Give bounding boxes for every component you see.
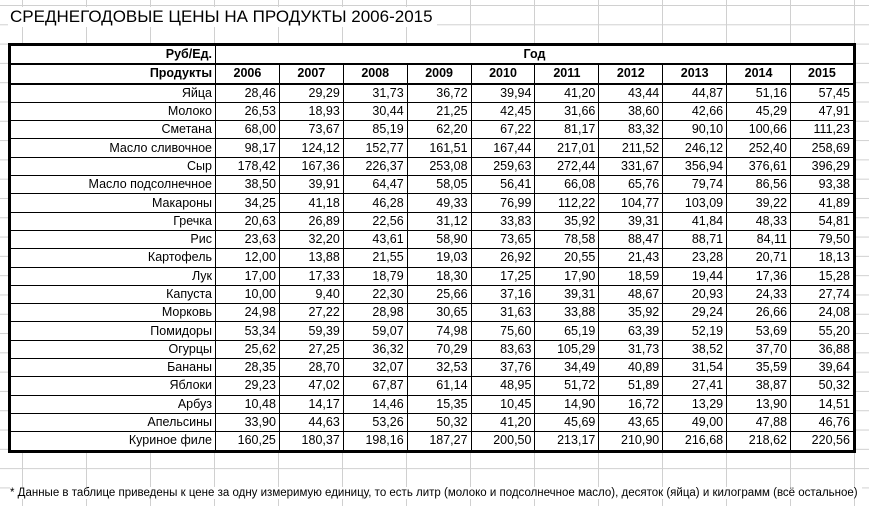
price-cell[interactable]: 27,74 xyxy=(791,285,855,303)
price-cell[interactable]: 32,20 xyxy=(279,230,343,248)
price-cell[interactable]: 43,44 xyxy=(599,84,663,103)
price-cell[interactable]: 259,63 xyxy=(471,157,535,175)
price-cell[interactable]: 17,36 xyxy=(727,267,791,285)
price-cell[interactable]: 29,24 xyxy=(663,304,727,322)
price-cell[interactable]: 36,32 xyxy=(343,340,407,358)
price-cell[interactable]: 10,45 xyxy=(471,395,535,413)
price-cell[interactable]: 33,83 xyxy=(471,212,535,230)
price-cell[interactable]: 34,25 xyxy=(216,194,280,212)
price-cell[interactable]: 85,19 xyxy=(343,121,407,139)
price-cell[interactable]: 48,95 xyxy=(471,377,535,395)
price-cell[interactable]: 31,73 xyxy=(599,340,663,358)
price-cell[interactable]: 73,65 xyxy=(471,230,535,248)
price-cell[interactable]: 30,44 xyxy=(343,102,407,120)
price-cell[interactable]: 112,22 xyxy=(535,194,599,212)
table-row xyxy=(10,322,855,340)
table-row xyxy=(10,139,855,157)
price-cell[interactable]: 39,31 xyxy=(599,212,663,230)
price-cell[interactable]: 28,46 xyxy=(216,84,280,103)
price-cell[interactable]: 16,72 xyxy=(599,395,663,413)
price-cell[interactable]: 39,91 xyxy=(279,176,343,194)
product-name-cell[interactable]: Капуста xyxy=(10,285,216,303)
table-row xyxy=(10,121,855,139)
price-cell[interactable]: 13,90 xyxy=(727,395,791,413)
product-name-cell[interactable]: Молоко xyxy=(10,102,216,120)
price-cell[interactable]: 35,92 xyxy=(535,212,599,230)
price-cell[interactable]: 81,17 xyxy=(535,121,599,139)
table-row xyxy=(10,176,855,194)
price-cell[interactable]: 14,17 xyxy=(279,395,343,413)
year-header-2015[interactable]: 2015 xyxy=(791,64,855,83)
price-cell[interactable]: 216,68 xyxy=(663,432,727,451)
price-cell[interactable]: 88,71 xyxy=(663,230,727,248)
price-cell[interactable]: 54,81 xyxy=(791,212,855,230)
price-cell[interactable]: 28,70 xyxy=(279,359,343,377)
year-group-header[interactable]: Год xyxy=(216,45,855,65)
price-cell[interactable]: 100,66 xyxy=(727,121,791,139)
price-cell[interactable]: 41,20 xyxy=(535,84,599,103)
price-cell[interactable]: 38,52 xyxy=(663,340,727,358)
table-row xyxy=(10,194,855,212)
table-row xyxy=(10,249,855,267)
price-cell[interactable]: 38,87 xyxy=(727,377,791,395)
price-cell[interactable]: 376,61 xyxy=(727,157,791,175)
price-cell[interactable]: 9,40 xyxy=(279,285,343,303)
product-name-cell[interactable]: Морковь xyxy=(10,304,216,322)
price-cell[interactable]: 18,79 xyxy=(343,267,407,285)
price-cell[interactable]: 59,07 xyxy=(343,322,407,340)
price-cell[interactable]: 26,66 xyxy=(727,304,791,322)
price-cell[interactable]: 23,63 xyxy=(216,230,280,248)
price-cell[interactable]: 26,92 xyxy=(471,249,535,267)
price-cell[interactable]: 35,59 xyxy=(727,359,791,377)
price-cell[interactable]: 30,65 xyxy=(407,304,471,322)
price-cell[interactable]: 25,66 xyxy=(407,285,471,303)
product-name-cell[interactable]: Рис xyxy=(10,230,216,248)
price-cell[interactable]: 20,55 xyxy=(535,249,599,267)
price-cell[interactable]: 52,19 xyxy=(663,322,727,340)
price-cell[interactable]: 78,58 xyxy=(535,230,599,248)
price-cell[interactable]: 226,37 xyxy=(343,157,407,175)
price-cell[interactable]: 41,89 xyxy=(791,194,855,212)
price-cell[interactable]: 67,22 xyxy=(471,121,535,139)
price-cell[interactable]: 38,50 xyxy=(216,176,280,194)
product-name-cell[interactable]: Сметана xyxy=(10,121,216,139)
price-cell[interactable]: 86,56 xyxy=(727,176,791,194)
price-cell[interactable]: 35,92 xyxy=(599,304,663,322)
header-row-years xyxy=(10,64,855,83)
price-cell[interactable]: 79,50 xyxy=(791,230,855,248)
table-row xyxy=(10,340,855,358)
price-cell[interactable]: 26,89 xyxy=(279,212,343,230)
price-cell[interactable]: 25,62 xyxy=(216,340,280,358)
price-cell[interactable]: 210,90 xyxy=(599,432,663,451)
price-cell[interactable]: 29,23 xyxy=(216,377,280,395)
price-cell[interactable]: 19,03 xyxy=(407,249,471,267)
price-cell[interactable]: 27,22 xyxy=(279,304,343,322)
price-cell[interactable]: 53,69 xyxy=(727,322,791,340)
price-cell[interactable]: 18,59 xyxy=(599,267,663,285)
price-cell[interactable]: 45,69 xyxy=(535,413,599,431)
price-cell[interactable]: 17,25 xyxy=(471,267,535,285)
price-cell[interactable]: 42,45 xyxy=(471,102,535,120)
price-cell[interactable]: 21,25 xyxy=(407,102,471,120)
product-name-cell[interactable]: Яйца xyxy=(10,84,216,103)
price-cell[interactable]: 65,76 xyxy=(599,176,663,194)
product-name-cell[interactable]: Макароны xyxy=(10,194,216,212)
table-row xyxy=(10,267,855,285)
table-row xyxy=(10,413,855,431)
price-cell[interactable]: 48,33 xyxy=(727,212,791,230)
table-row xyxy=(10,377,855,395)
product-name-cell[interactable]: Масло подсолнечное xyxy=(10,176,216,194)
table-row xyxy=(10,84,855,103)
price-cell[interactable]: 258,69 xyxy=(791,139,855,157)
price-cell[interactable]: 27,25 xyxy=(279,340,343,358)
price-cell[interactable]: 17,33 xyxy=(279,267,343,285)
price-cell[interactable]: 31,73 xyxy=(343,84,407,103)
product-name-cell[interactable]: Сыр xyxy=(10,157,216,175)
table-row xyxy=(10,230,855,248)
price-cell[interactable]: 220,56 xyxy=(791,432,855,451)
year-header-2012[interactable]: 2012 xyxy=(599,64,663,83)
price-cell[interactable]: 29,29 xyxy=(279,84,343,103)
price-cell[interactable]: 12,00 xyxy=(216,249,280,267)
price-cell[interactable]: 51,16 xyxy=(727,84,791,103)
price-cell[interactable]: 31,66 xyxy=(535,102,599,120)
price-cell[interactable]: 24,08 xyxy=(791,304,855,322)
price-cell[interactable]: 28,98 xyxy=(343,304,407,322)
price-cell[interactable]: 68,00 xyxy=(216,121,280,139)
unit-label-cell[interactable]: Руб/Ед. xyxy=(10,45,216,65)
price-cell[interactable]: 253,08 xyxy=(407,157,471,175)
price-cell[interactable]: 21,43 xyxy=(599,249,663,267)
price-cell[interactable]: 24,98 xyxy=(216,304,280,322)
product-name-cell[interactable]: Арбуз xyxy=(10,395,216,413)
price-cell[interactable]: 160,25 xyxy=(216,432,280,451)
price-cell[interactable]: 67,87 xyxy=(343,377,407,395)
price-cell[interactable]: 167,36 xyxy=(279,157,343,175)
price-cell[interactable]: 65,19 xyxy=(535,322,599,340)
price-cell[interactable]: 47,88 xyxy=(727,413,791,431)
price-cell[interactable]: 14,90 xyxy=(535,395,599,413)
price-cell[interactable]: 53,34 xyxy=(216,322,280,340)
product-name-cell[interactable]: Бананы xyxy=(10,359,216,377)
product-name-cell[interactable]: Помидоры xyxy=(10,322,216,340)
table-row xyxy=(10,157,855,175)
price-cell[interactable]: 198,16 xyxy=(343,432,407,451)
price-cell[interactable]: 70,29 xyxy=(407,340,471,358)
price-cell[interactable]: 246,12 xyxy=(663,139,727,157)
price-cell[interactable]: 33,88 xyxy=(535,304,599,322)
price-cell[interactable]: 22,56 xyxy=(343,212,407,230)
price-cell[interactable]: 76,99 xyxy=(471,194,535,212)
price-cell[interactable]: 84,11 xyxy=(727,230,791,248)
price-cell[interactable]: 104,77 xyxy=(599,194,663,212)
price-cell[interactable]: 213,17 xyxy=(535,432,599,451)
price-cell[interactable]: 37,16 xyxy=(471,285,535,303)
price-cell[interactable]: 13,29 xyxy=(663,395,727,413)
price-cell[interactable]: 98,17 xyxy=(216,139,280,157)
price-cell[interactable]: 62,20 xyxy=(407,121,471,139)
product-name-cell[interactable]: Картофель xyxy=(10,249,216,267)
price-cell[interactable]: 17,00 xyxy=(216,267,280,285)
price-cell[interactable]: 21,55 xyxy=(343,249,407,267)
price-cell[interactable]: 31,63 xyxy=(471,304,535,322)
price-cell[interactable]: 396,29 xyxy=(791,157,855,175)
price-cell[interactable]: 161,51 xyxy=(407,139,471,157)
price-cell[interactable]: 63,39 xyxy=(599,322,663,340)
price-cell[interactable]: 14,46 xyxy=(343,395,407,413)
price-cell[interactable]: 55,20 xyxy=(791,322,855,340)
price-cell[interactable]: 57,45 xyxy=(791,84,855,103)
price-cell[interactable]: 83,63 xyxy=(471,340,535,358)
year-header-2011[interactable]: 2011 xyxy=(535,64,599,83)
price-cell[interactable]: 32,07 xyxy=(343,359,407,377)
price-cell[interactable]: 26,53 xyxy=(216,102,280,120)
price-cell[interactable]: 187,27 xyxy=(407,432,471,451)
price-cell[interactable]: 49,00 xyxy=(663,413,727,431)
price-cell[interactable]: 31,54 xyxy=(663,359,727,377)
price-cell[interactable]: 47,02 xyxy=(279,377,343,395)
price-cell[interactable]: 31,12 xyxy=(407,212,471,230)
price-cell[interactable]: 15,35 xyxy=(407,395,471,413)
product-name-cell[interactable]: Куриное филе xyxy=(10,432,216,451)
price-cell[interactable]: 40,89 xyxy=(599,359,663,377)
product-name-cell[interactable]: Гречка xyxy=(10,212,216,230)
price-cell[interactable]: 105,29 xyxy=(535,340,599,358)
product-name-cell[interactable]: Апельсины xyxy=(10,413,216,431)
year-header-2009[interactable]: 2009 xyxy=(407,64,471,83)
table-row xyxy=(10,432,855,451)
price-cell[interactable]: 124,12 xyxy=(279,139,343,157)
price-cell[interactable]: 49,33 xyxy=(407,194,471,212)
price-cell[interactable]: 41,84 xyxy=(663,212,727,230)
price-cell[interactable]: 64,47 xyxy=(343,176,407,194)
price-cell[interactable]: 32,53 xyxy=(407,359,471,377)
price-cell[interactable]: 14,51 xyxy=(791,395,855,413)
year-header-2006[interactable]: 2006 xyxy=(216,64,280,83)
price-cell[interactable]: 42,66 xyxy=(663,102,727,120)
price-cell[interactable]: 56,41 xyxy=(471,176,535,194)
price-cell[interactable]: 218,62 xyxy=(727,432,791,451)
price-cell[interactable]: 356,94 xyxy=(663,157,727,175)
price-cell[interactable]: 45,29 xyxy=(727,102,791,120)
price-cell[interactable]: 10,00 xyxy=(216,285,280,303)
price-cell[interactable]: 44,87 xyxy=(663,84,727,103)
price-cell[interactable]: 17,90 xyxy=(535,267,599,285)
price-cell[interactable]: 18,30 xyxy=(407,267,471,285)
price-cell[interactable]: 83,32 xyxy=(599,121,663,139)
price-cell[interactable]: 79,74 xyxy=(663,176,727,194)
price-cell[interactable]: 180,37 xyxy=(279,432,343,451)
price-cell[interactable]: 93,38 xyxy=(791,176,855,194)
price-cell[interactable]: 152,77 xyxy=(343,139,407,157)
table-row xyxy=(10,102,855,120)
price-cell[interactable]: 103,09 xyxy=(663,194,727,212)
price-cell[interactable]: 48,67 xyxy=(599,285,663,303)
table-row xyxy=(10,359,855,377)
product-name-cell[interactable]: Масло сливочное xyxy=(10,139,216,157)
price-cell[interactable]: 39,94 xyxy=(471,84,535,103)
price-cell[interactable]: 15,28 xyxy=(791,267,855,285)
price-cell[interactable]: 90,10 xyxy=(663,121,727,139)
price-cell[interactable]: 50,32 xyxy=(791,377,855,395)
price-cell[interactable]: 73,67 xyxy=(279,121,343,139)
price-cell[interactable]: 178,42 xyxy=(216,157,280,175)
year-header-2007[interactable]: 2007 xyxy=(279,64,343,83)
price-cell[interactable]: 34,49 xyxy=(535,359,599,377)
price-cell[interactable]: 66,08 xyxy=(535,176,599,194)
year-header-2008[interactable]: 2008 xyxy=(343,64,407,83)
price-cell[interactable]: 88,47 xyxy=(599,230,663,248)
price-cell[interactable]: 20,71 xyxy=(727,249,791,267)
prices-table xyxy=(8,43,856,453)
price-cell[interactable]: 33,90 xyxy=(216,413,280,431)
price-cell[interactable]: 167,44 xyxy=(471,139,535,157)
price-cell[interactable]: 200,50 xyxy=(471,432,535,451)
price-cell[interactable]: 46,76 xyxy=(791,413,855,431)
price-cell[interactable]: 331,67 xyxy=(599,157,663,175)
price-cell[interactable]: 41,18 xyxy=(279,194,343,212)
price-cell[interactable]: 24,33 xyxy=(727,285,791,303)
price-cell[interactable]: 27,41 xyxy=(663,377,727,395)
price-cell[interactable]: 18,93 xyxy=(279,102,343,120)
price-cell[interactable]: 58,05 xyxy=(407,176,471,194)
price-cell[interactable]: 36,72 xyxy=(407,84,471,103)
product-name-cell[interactable]: Огурцы xyxy=(10,340,216,358)
price-cell[interactable]: 37,76 xyxy=(471,359,535,377)
price-cell[interactable]: 252,40 xyxy=(727,139,791,157)
price-cell[interactable]: 44,63 xyxy=(279,413,343,431)
price-cell[interactable]: 23,28 xyxy=(663,249,727,267)
price-cell[interactable]: 58,90 xyxy=(407,230,471,248)
sheet-title: СРЕДНЕГОДОВЫЕ ЦЕНЫ НА ПРОДУКТЫ 2006-2015 xyxy=(8,7,437,27)
year-header-2010[interactable]: 2010 xyxy=(471,64,535,83)
table-row xyxy=(10,285,855,303)
price-cell[interactable]: 272,44 xyxy=(535,157,599,175)
price-cell[interactable]: 22,30 xyxy=(343,285,407,303)
table-row xyxy=(10,395,855,413)
price-cell[interactable]: 13,88 xyxy=(279,249,343,267)
price-cell[interactable]: 53,26 xyxy=(343,413,407,431)
price-cell[interactable]: 20,63 xyxy=(216,212,280,230)
table-body xyxy=(10,84,855,451)
price-cell[interactable]: 10,48 xyxy=(216,395,280,413)
price-cell[interactable]: 50,32 xyxy=(407,413,471,431)
price-cell[interactable]: 43,65 xyxy=(599,413,663,431)
price-cell[interactable]: 36,88 xyxy=(791,340,855,358)
price-cell[interactable]: 211,52 xyxy=(599,139,663,157)
price-cell[interactable]: 111,23 xyxy=(791,121,855,139)
price-cell[interactable]: 39,64 xyxy=(791,359,855,377)
price-cell[interactable]: 217,01 xyxy=(535,139,599,157)
product-name-cell[interactable]: Яблоки xyxy=(10,377,216,395)
price-cell[interactable]: 43,61 xyxy=(343,230,407,248)
price-cell[interactable]: 75,60 xyxy=(471,322,535,340)
year-header-2013[interactable]: 2013 xyxy=(663,64,727,83)
price-cell[interactable]: 51,72 xyxy=(535,377,599,395)
price-cell[interactable]: 38,60 xyxy=(599,102,663,120)
price-cell[interactable]: 39,31 xyxy=(535,285,599,303)
header-row-units xyxy=(10,45,855,65)
price-cell[interactable]: 51,89 xyxy=(599,377,663,395)
products-header[interactable]: Продукты xyxy=(10,64,216,83)
price-cell[interactable]: 37,70 xyxy=(727,340,791,358)
price-cell[interactable]: 20,93 xyxy=(663,285,727,303)
price-cell[interactable]: 19,44 xyxy=(663,267,727,285)
price-cell[interactable]: 28,35 xyxy=(216,359,280,377)
price-cell[interactable]: 47,91 xyxy=(791,102,855,120)
footnote[interactable]: * Данные в таблице приведены к цене за одну измеримую единицу, то есть литр (молоко и подсолнечное масло), десяток (яйца) и килограмм (всё остальное) xyxy=(10,487,862,499)
price-cell[interactable]: 61,14 xyxy=(407,377,471,395)
table-row xyxy=(10,212,855,230)
price-cell[interactable]: 74,98 xyxy=(407,322,471,340)
price-cell[interactable]: 18,13 xyxy=(791,249,855,267)
product-name-cell[interactable]: Лук xyxy=(10,267,216,285)
price-cell[interactable]: 41,20 xyxy=(471,413,535,431)
price-cell[interactable]: 39,22 xyxy=(727,194,791,212)
price-cell[interactable]: 59,39 xyxy=(279,322,343,340)
price-cell[interactable]: 46,28 xyxy=(343,194,407,212)
table-row xyxy=(10,304,855,322)
year-header-2014[interactable]: 2014 xyxy=(727,64,791,83)
